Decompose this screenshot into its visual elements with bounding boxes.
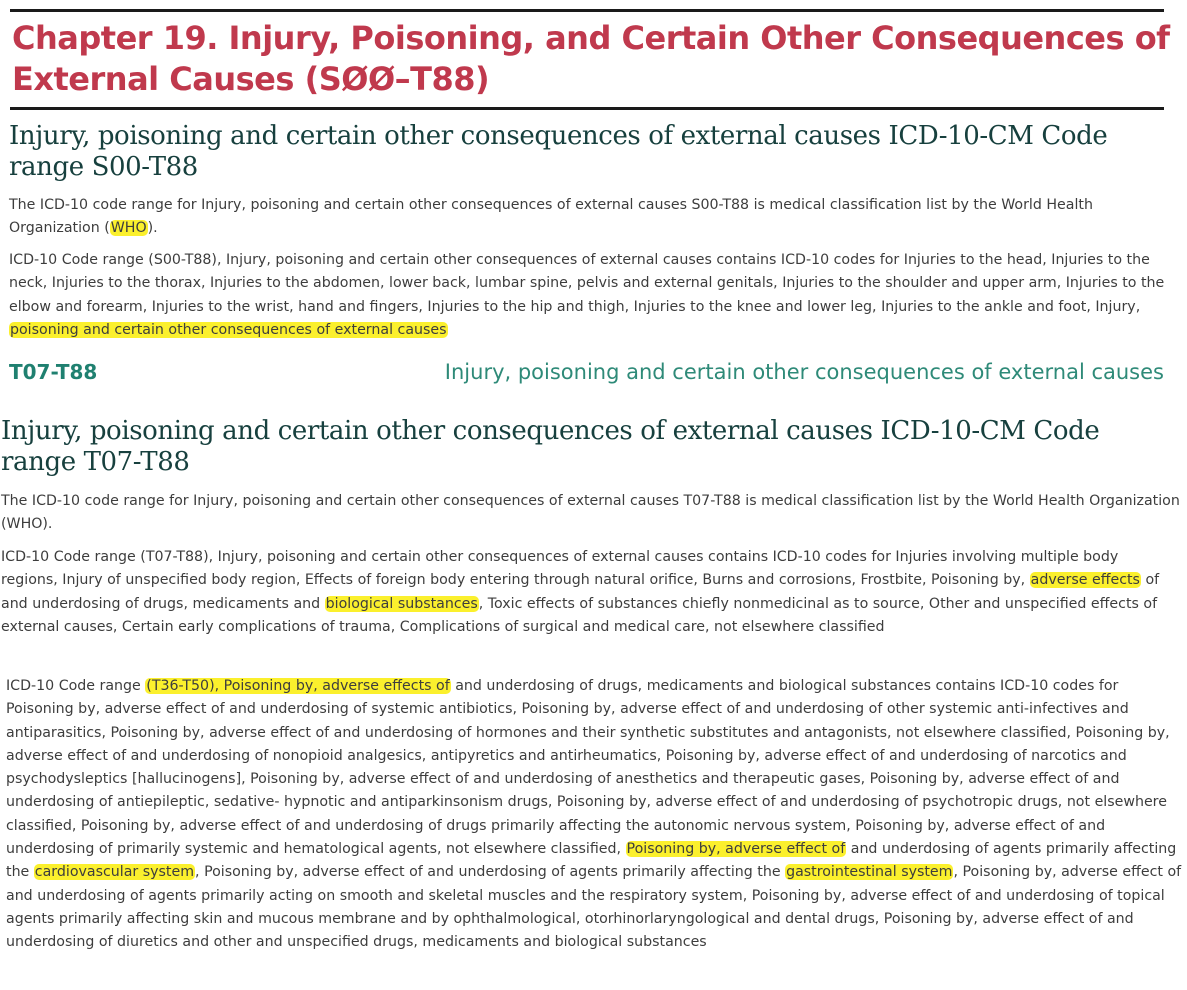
highlight-t36-t50-poisoning: (T36-T50), Poisoning by, adverse effects of [146, 678, 450, 694]
highlight-who: WHO [110, 220, 147, 237]
t07-t88-description-text-b: of and underdosing of drugs, medicaments and [1, 572, 1160, 612]
s00-t88-description-text: ICD-10 Code range (S00-T88), Injury, poisoning and certain other consequences of external causes contains ICD-10 codes for Injuries to the head, Injuries to the neck, Injuries to the thorax, Injuries to the abdomen, lower back, lumbar spine, pelvis and external genitals, Injuries to the shoulder and upper arm, Injuries to the elbow and forearm, Injuries to the wrist, hand and fingers, Injuries to the hip and thigh, Injuries to the knee and lower leg, Injuries to the ankle and foot, Injury, [9, 252, 1165, 315]
t36-t50-description [6, 675, 1184, 955]
highlight-gastrointestinal-system: gastrointestinal system [786, 864, 953, 881]
code-range-row[interactable] [9, 357, 1164, 387]
t36-t50-text-b: and underdosing of drugs, medicaments and biological substances contains ICD-10 codes for Poisoning by, adverse effect of and underdosing of systemic antibiotics, Poisoning by, adverse effect of and underdosing of other systemic anti-infectives and antiparasitics, Poisoning by, adverse effect of and underdosing of hormones and their synthetic substitutes and antagonists, not elsewhere classified, Poisoning by, adverse effect of and underdosing of nonopioid analgesics, antipyretics and antirheumatics, Poisoning by, adverse effect of and underdosing of narcotics and psychodysleptics [hallucinogens], Poisoning by, adverse effect of and underdosing of anesthetics and therapeutic gases, Poisoning by, adverse effect of and underdosing of antiepileptic, sedative- hypnotic and antiparkinsonism drugs, Poisoning by, adverse effect of and underdosing of psychotropic drugs, not elsewhere classified, Poisoning by, adverse effect of and underdosing of drugs primarily affecting the autonomic nervous system, Poisoning by, adverse effect of and underdosing of primarily systemic and hematological agents, not elsewhere classified, [6, 678, 1170, 858]
t07-t88-description-text-a: ICD-10 Code range (T07-T88), Injury, poisoning and certain other consequences of external causes contains ICD-10 codes for Injuries involving multiple body regions, Injury of unspecified body region, Effects of foreign body entering through natural orifice, Burns and corrosions, Frostbite, Poisoning by, [1, 549, 1119, 589]
t07-t88-intro: The ICD-10 code range for Injury, poisoning and certain other consequences of external causes T07-T88 is medical classification list by the World Health Organization (WHO). [1, 493, 1180, 533]
t36-t50-text-e: , Poisoning by, adverse effect of and underdosing of agents primarily acting on smooth and skeletal muscles and the respiratory system, Poisoning by, adverse effect of and underdosing of topical agents primarily affecting skin and mucous membrane and by ophthalmological, otorhinorlaryngological and dental drugs, Poisoning by, adverse effect of and underdosing of diuretics and other and unspecified drugs, medicaments and biological substances [6, 864, 1182, 951]
chapter-title: Chapter 19. Injury, Poisoning, and Certain Other Consequences of External Causes (SØØ–T88) [12, 19, 1170, 98]
highlight-adverse-effects: adverse effects [1030, 572, 1140, 589]
chapter-bottom-rule [10, 107, 1164, 110]
s00-t88-heading: Injury, poisoning and certain other consequences of external causes ICD-10-CM Code range S00-T88 [9, 121, 1108, 182]
highlight-poisoning-adverse-effect: Poisoning by, adverse effect of [626, 841, 846, 858]
highlight-poisoning-consequences: poisoning and certain other consequences of external causes [10, 321, 447, 338]
t07-t88-description-text-c: , Toxic effects of substances chiefly nonmedicinal as to source, Other and unspecified effects of external causes, Certain early complications of trauma, Complications of surgical and medical care, not elsewhere classified [1, 595, 1158, 635]
t07-t88-description [1, 546, 1176, 639]
s00-t88-intro-text-a: The ICD-10 code range for Injury, poisoning and certain other consequences of external causes S00-T88 is medical classification list by the World Health Organization ( [9, 197, 1093, 237]
s00-t88-intro-text-b: ). [147, 220, 158, 237]
code-range-id[interactable]: T07-T88 [9, 360, 98, 384]
t36-t50-text-c: and underdosing of agents primarily affecting the [6, 841, 1177, 881]
code-range-description[interactable]: Injury, poisoning and certain other consequences of external causes [444, 360, 1164, 384]
t07-t88-heading: Injury, poisoning and certain other consequences of external causes ICD-10-CM Code range T07-T88 [1, 416, 1100, 477]
t36-t50-text-d: , Poisoning by, adverse effect of and underdosing of agents primarily affecting the [195, 864, 786, 881]
s00-t88-description [9, 249, 1169, 342]
t36-t50-text-a: ICD-10 Code range [6, 678, 146, 694]
highlight-biological-substances: biological substances [325, 595, 478, 612]
chapter-top-rule [10, 9, 1164, 12]
s00-t88-intro [9, 194, 1159, 241]
highlight-cardiovascular-system: cardiovascular system [34, 864, 195, 881]
